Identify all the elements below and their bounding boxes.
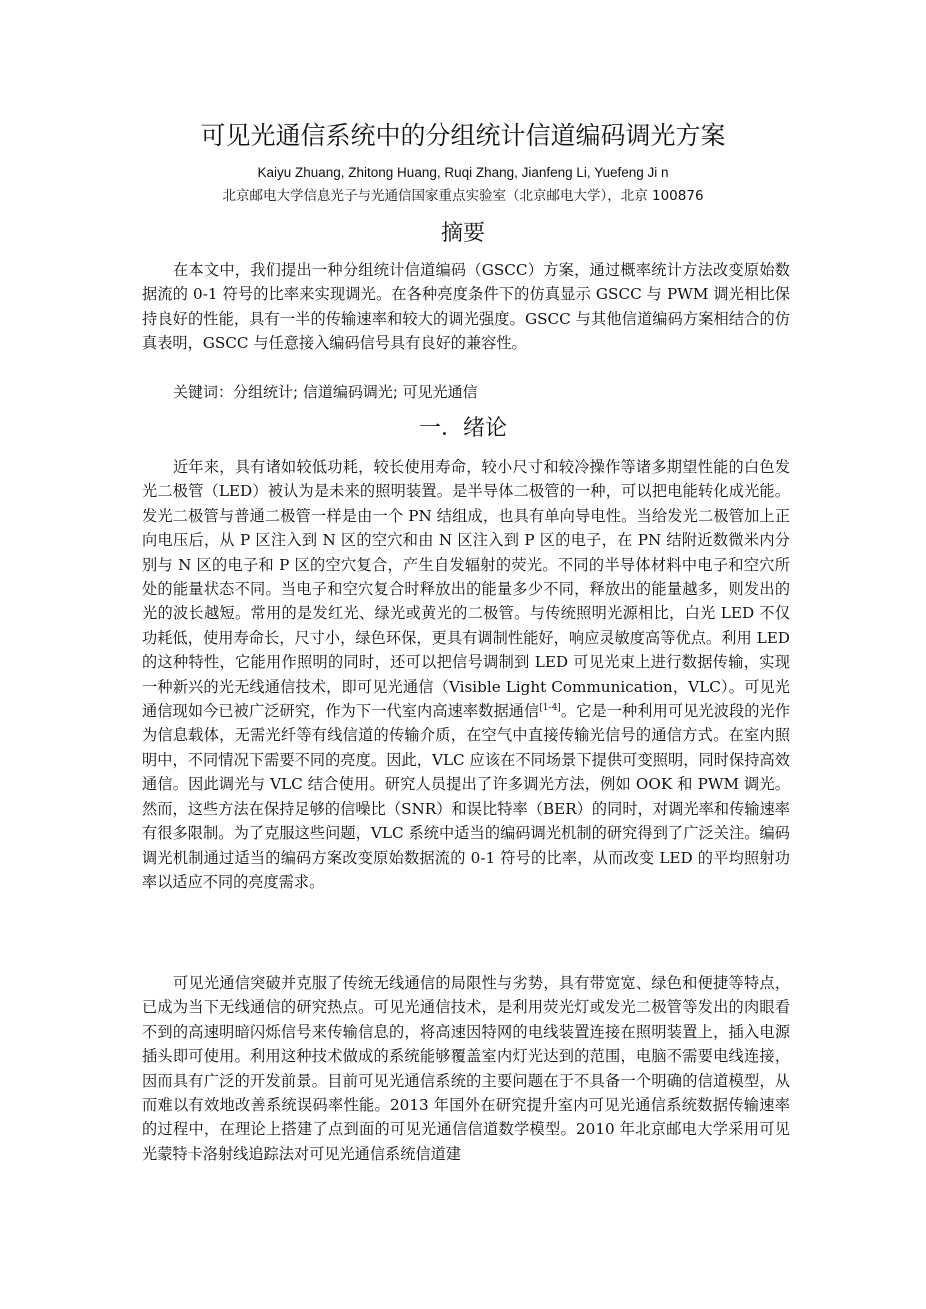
- body-paragraph-2: 可见光通信突破并克服了传统无线通信的局限性与劣势，具有带宽宽、绿色和便捷等特点，已成为当下无线通信的研究热点。可见光通信技术，是利用荧光灯或发光二极管等发出的肉眼看不到的高速明暗闪烁信号来传输信息的，将高速因特网的电线装置连接在照明装置上，插入电源插头即可使用。利用这种技术做成的系统能够覆盖室内灯光达到的范围，电脑不需要电线连接，因而具有广泛的开发前景。目前可见光通信系统的主要问题在于不具备一个明确的信道模型，从而难以有效地改善系统误码率性能。2013 年国外在研究提升室内可见光通信系统数据传输速率的过程中，在理论上搭建了点到面的可见光通信信道数学模型。2010 年北京邮电大学采用可见光蒙特卡洛射线追踪法对可见光通信系统信道建: [142, 974, 790, 1163]
- section-heading-introduction: 一．绪论: [418, 416, 507, 441]
- abstract-heading: 摘要: [440, 221, 485, 246]
- paper-title: 可见光通信系统中的分组统计信道编码调光方案: [200, 121, 726, 150]
- body-paragraph-1: [142, 455, 790, 894]
- author-list: Kaiyu Zhuang, Zhitong Huang, Ruqi Zhang, Jianfeng Li, Yuefeng Ji n: [257, 165, 669, 180]
- paragraph-1-text-a: 近年来，具有诸如较低功耗，较长使用寿命，较小尺寸和较冷操作等诸多期望性能的白色发光二极管（LED）被认为是未来的照明装置。是半导体二极管的一种，可以把电能转化成光能。发光二极管与普通二极管一样是由一个 PN 结组成，也具有单向导电性。当给发光二极管加上正向电压后，从 P 区注入到 N 区的空穴和由 N 区注入到 P 区的电子，在 PN 结附近数微米内分别与 N 区的电子和 P 区的空穴复合，产生自发辐射的荧光。不同的半导体材料中电子和空穴所处的能量状态不同。当电子和空穴复合时释放出的能量多少不同，释放出的能量越多，则发出的光的波长越短。常用的是发红光、绿光或黄光的二极管。与传统照明光源相比，白光 LED 不仅功耗低，使用寿命长，尺寸小，绿色环保，更具有调制性能好，响应灵敏度高等优点。利用 LED 的这种特性，它能用作照明的同时，还可以把信号调制到 LED 可见光束上进行数据传输，实现一种新兴的光无线通信技术，即可见光通信（Visible Light Communication，VLC）。可见光通信现如今已被广泛研究，作为下一代室内高速率数据通信: [142, 458, 790, 721]
- affiliation: 北京邮电大学信息光子与光通信国家重点实验室（北京邮电大学），北京 100876: [222, 188, 704, 204]
- paragraph-1-text-b: 。它是一种利用可见光波段的光作为信息载体，无需光纤等有线信道的传输介质，在空气中直接传输光信号的通信方式。在室内照明中，不同情况下需要不同的亮度。因此，VLC 应该在不同场景下提供可变照明，同时保持高效通信。因此调光与 VLC 结合使用。研究人员提出了许多调光方法，例如 OOK 和 PWM 调光。然而，这些方法在保持足够的信噪比（SNR）和误比特率（BER）的同时，对调光率和传输速率有很多限制。为了克服这些问题，VLC 系统中适当的编码调光机制的研究得到了广泛关注。编码调光机制通过适当的编码方案改变原始数据流的 0-1 符号的比率，从而改变 LED 的平均照射功率以适应不同的亮度需求。: [142, 702, 791, 891]
- abstract-text: 在本文中，我们提出一种分组统计信道编码（GSCC）方案，通过概率统计方法改变原始数据流的 0-1 符号的比率来实现调光。在各种亮度条件下的仿真显示 GSCC 与 PWM 调光相比保持良好的性能，具有一半的传输速率和较大的调光强度。GSCC 与其他信道编码方案相结合的仿真表明，GSCC 与任意接入编码信号具有良好的兼容性。: [142, 261, 790, 353]
- keywords: 关键词：分组统计; 信道编码调光; 可见光通信: [173, 383, 478, 401]
- citation-ref: [1-4]: [539, 703, 561, 713]
